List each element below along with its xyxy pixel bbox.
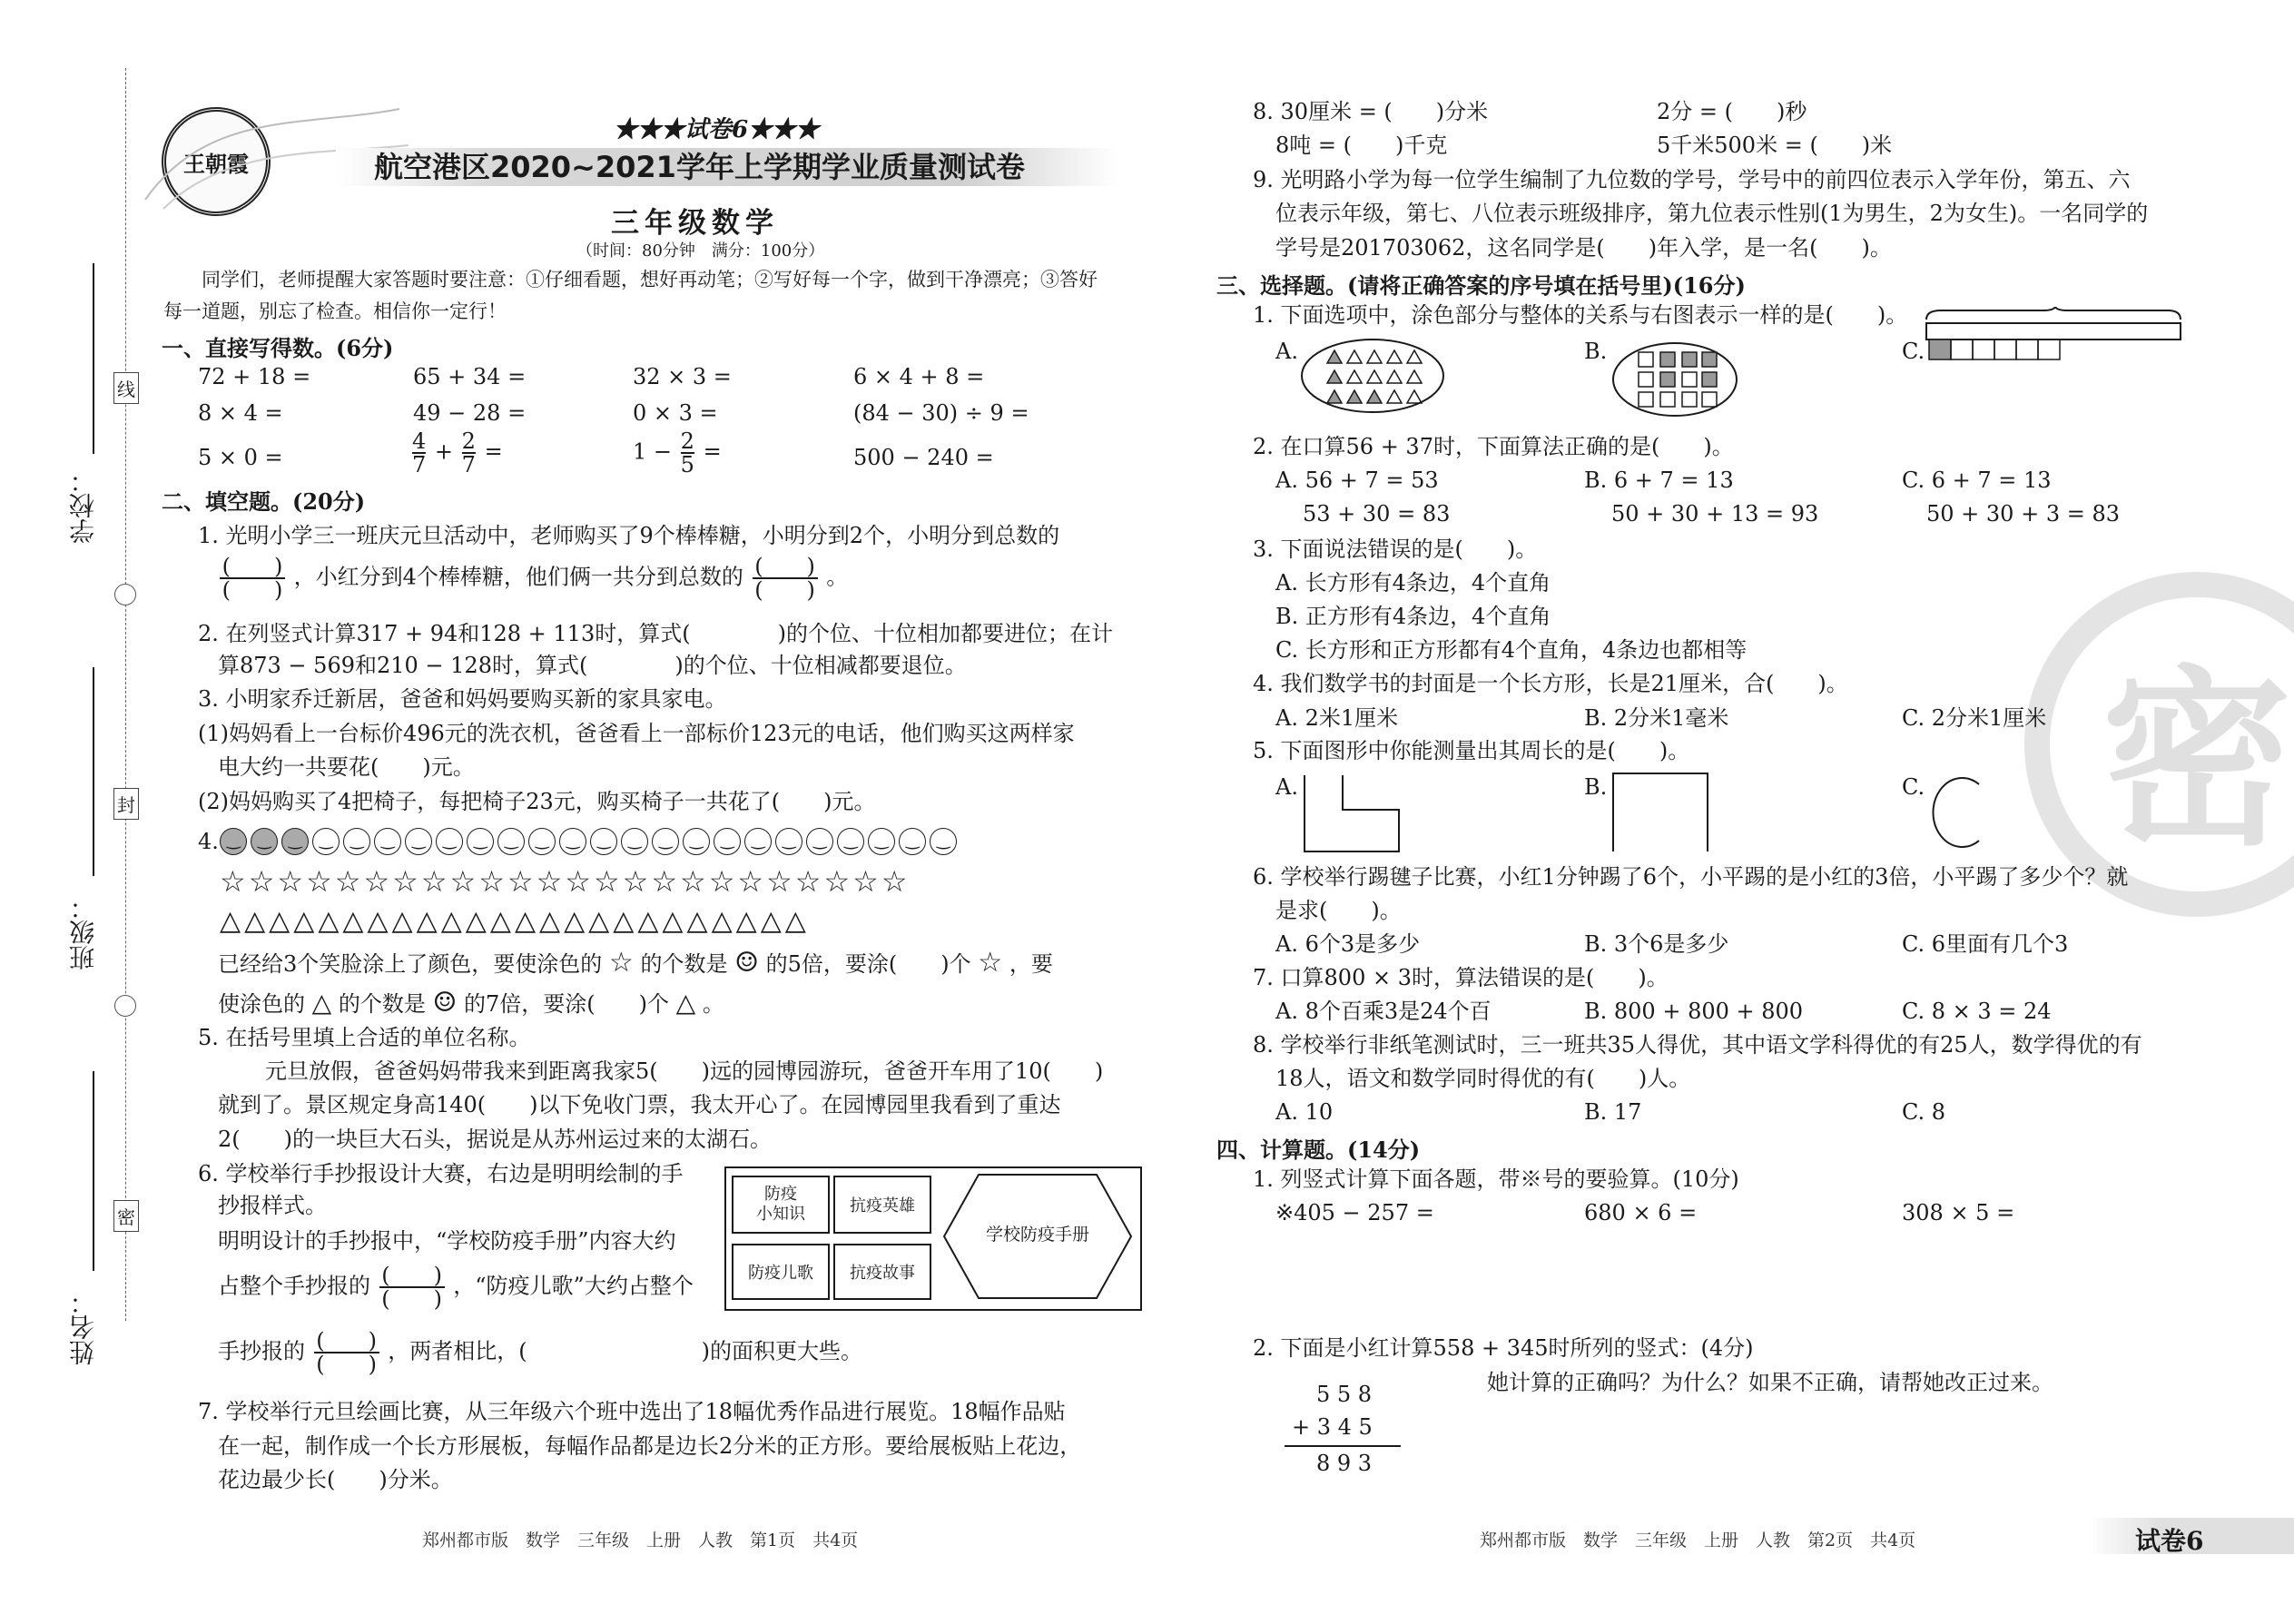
exam-title: 航空港区2020~2021学年上学期学业质量测试卷 — [374, 150, 1025, 184]
q4-text-b: 的个数是 — [640, 951, 728, 977]
c5-option-a-label: A. — [1275, 774, 1298, 800]
r-q9-a: 9. 光明路小学为每一位学生编制了九位数的学号，学号中的前四位表示入学年份，第五、六 — [1253, 167, 2131, 192]
triangle-icon: △ — [637, 905, 659, 937]
calc-r2c3: 0 × 3 = — [633, 400, 718, 426]
poster-hexagon-label: 学校防疫手册 — [985, 1225, 1089, 1245]
smiley-face: ‿ — [412, 831, 426, 850]
subject-title: 三年级数学 — [611, 207, 779, 240]
c3-line: 3. 下面说法错误的是( )。 — [1253, 536, 1538, 562]
triangle-icon: △ — [662, 905, 684, 937]
q6-frac-blank-2[interactable]: $\frac{( )}{( )}$ — [314, 1330, 379, 1375]
c2-line: 2. 在口算56 + 37时，下面算法正确的是( )。 — [1253, 434, 1734, 459]
vertical-row-1: 5 5 8 — [1316, 1382, 1373, 1407]
name-label: 姓名： — [68, 1289, 98, 1365]
c4-opt-a: A. 2米1厘米 — [1275, 705, 1399, 731]
smiley-face: ‿ — [258, 831, 271, 850]
smiley-icon — [559, 828, 586, 855]
triangle-icon: △ — [391, 905, 413, 937]
frac-b-num: 2 — [461, 428, 476, 454]
c6-opt-b: B. 3个6是多少 — [1584, 931, 1729, 957]
class-label: 班级： — [68, 894, 98, 970]
frac-b-den: 7 — [461, 452, 476, 477]
smiley-icon — [621, 828, 648, 855]
smiley-icon — [868, 828, 895, 855]
q7-line-c: 花边最少长( )分米。 — [218, 1467, 453, 1492]
star-icon: ☆ — [565, 864, 591, 899]
star-icon: ☆ — [248, 864, 275, 899]
q3-1-line-a: (1)妈妈看上一台标价496元的洗衣机，爸爸看上一部标价123元的电话，他们购买这两样家 — [198, 721, 1075, 746]
smiley-face: ‿ — [505, 831, 518, 850]
star-icon: ☆ — [881, 864, 908, 899]
c2-opt-c2: 50 + 30 + 3 = 83 — [1926, 501, 2120, 527]
smiley-icon: ☺ — [432, 987, 458, 1019]
triangle-icon: △ — [760, 905, 782, 937]
q5-text-b: 就到了。景区规定身高140( )以下免收门票，我太开心了。在园博园里我看到了重达 — [218, 1092, 1061, 1117]
frac2-den: 5 — [680, 452, 694, 477]
smiley-icon — [806, 828, 833, 855]
q5-line: 5. 在括号里填上合适的单位名称。 — [198, 1025, 531, 1050]
smiley-icon — [683, 828, 710, 855]
calc-r1c3: 32 × 3 = — [633, 364, 732, 389]
time-note: （时间：80分钟 满分：100分） — [576, 241, 825, 261]
c7-opt-c: C. 8 × 3 = 24 — [1902, 999, 2052, 1024]
triangle-icon: △ — [416, 905, 438, 937]
star-icon: ☆ — [392, 864, 418, 899]
poster-cell-stories — [833, 1244, 931, 1300]
star-icon: ☆ — [708, 864, 735, 899]
frac-a-den: 7 — [412, 452, 427, 477]
star-icon: ☆ — [852, 864, 879, 899]
q1-end: 。 — [826, 564, 849, 590]
side-label-line3: 密 — [113, 1200, 139, 1232]
star-icon: ☆ — [622, 864, 649, 899]
q7-line-b: 在一起，制作成一个长方形展板，每幅作品都是边长2分米的正方形。要给展板贴上花边， — [218, 1433, 1082, 1459]
intro-line-2: 每一道题，别忘了检查。相信你一定行！ — [163, 300, 507, 322]
s4-q1-c: 308 × 5 = — [1902, 1200, 2015, 1225]
side-label-line1: 线 — [113, 372, 139, 404]
q4-text-d: ，要 — [1009, 951, 1053, 977]
star-icon: ☆ — [794, 864, 822, 899]
calc-r1c2: 65 + 34 = — [413, 364, 527, 389]
c3-opt-b: B. 正方形有4条边，4个直角 — [1275, 604, 1551, 629]
smiley-icon — [930, 828, 957, 855]
q4-text-e: 使涂色的 — [218, 991, 305, 1017]
calc-r2c4: (84 − 30) ÷ 9 = — [853, 400, 1029, 426]
poster-cell-knowledge-b: 小知识 — [756, 1205, 805, 1224]
c5-option-c-figure — [1926, 772, 1990, 853]
poster-cell-knowledge-a: 防疫 — [764, 1185, 797, 1204]
calc-frac-sub — [633, 430, 722, 476]
binding-line — [125, 68, 126, 1321]
q6-line-b: 抄报样式。 — [218, 1193, 327, 1218]
poster-cell-songs-text: 防疫儿歌 — [748, 1264, 813, 1283]
star-icon: ☆ — [823, 864, 851, 899]
triangle-icon: △ — [686, 905, 708, 937]
section4-title: 四、计算题。(14分) — [1216, 1137, 1421, 1163]
class-field-line[interactable] — [93, 667, 94, 876]
calc-r2c2: 49 − 28 = — [413, 400, 527, 426]
smiley-face: ‿ — [536, 831, 549, 850]
triangle-icon: △ — [564, 905, 586, 937]
triangle-icon: △ — [489, 905, 511, 937]
smiley-icon — [436, 828, 463, 855]
smiley-icon-colored — [251, 828, 278, 855]
c5-line: 5. 下面图形中你能测量出其周长的是( )。 — [1253, 738, 1690, 763]
smiley-face: ‿ — [320, 831, 333, 850]
smiley-face: ‿ — [659, 831, 673, 850]
c1-line: 1. 下面选项中，涂色部分与整体的关系与右图表示一样的是( )。 — [1253, 302, 1908, 328]
q4-line-2 — [218, 989, 724, 1018]
c4-line: 4. 我们数学书的封面是一个长方形，长是21厘米，合( )。 — [1253, 671, 1848, 696]
c6-opt-c: C. 6里面有几个3 — [1902, 931, 2069, 957]
school-label: 学校： — [68, 468, 98, 544]
r-q8-b: 2分 = ( )秒 — [1657, 99, 1807, 124]
poster-cell-stories-text: 抗疫故事 — [850, 1264, 915, 1283]
footer-left: 郑州都市版 数学 三年级 上册 人教 第1页 共4页 — [422, 1530, 859, 1550]
smiley-face: ‿ — [844, 831, 858, 850]
star-icon: ☆ — [737, 864, 764, 899]
c6-line-a: 6. 学校举行踢毽子比赛，小红1分钟踢了6个，小平踢的是小红的3倍，小平踢了多少个？就 — [1253, 864, 2129, 890]
intro-line-1: 同学们，老师提醒大家答题时要注意：①仔细看题，想好再动笔；②写好每一个字，做到干净漂亮；③答好 — [202, 269, 1098, 290]
triangle-icon: △ — [675, 988, 696, 1018]
q1-frac-blank-2[interactable]: $\frac{( )}{( )}$ — [753, 556, 818, 601]
c7-line: 7. 口算800 × 3时，算法错误的是( )。 — [1253, 965, 1669, 990]
q6-text-g: ，两者相比，( )的面积更大些。 — [388, 1338, 863, 1364]
s4-q1-line: 1. 列竖式计算下面各题，带※号的要验算。(10分) — [1253, 1166, 1739, 1192]
q5-text-c: 2( )的一块巨大石头，据说是从苏州运过来的太湖石。 — [218, 1127, 772, 1152]
star-icon: ☆ — [334, 864, 361, 899]
triangle-icon: △ — [588, 905, 610, 937]
q6-text-e: ，“防疫儿歌”大约占整个 — [453, 1273, 694, 1299]
smiley-icon — [714, 828, 741, 855]
c1-option-b-label: B. — [1584, 339, 1608, 364]
q4-text-g: 的7倍，要涂( )个 — [464, 991, 670, 1017]
q6-line-f — [218, 1330, 862, 1375]
c1-option-a-label: A. — [1275, 339, 1298, 364]
triangle-icon: △ — [711, 905, 733, 937]
frac-op: + — [434, 438, 454, 465]
r-q8-d: 5千米500米 = ( )米 — [1657, 133, 1893, 158]
stars-badge: ★★★试卷6★★★ — [614, 116, 820, 143]
smiley-face: ‿ — [875, 831, 889, 850]
smiley-icon — [467, 828, 494, 855]
smiley-face: ‿ — [906, 831, 920, 850]
smiley-face: ‿ — [813, 831, 827, 850]
star-icon: ☆ — [608, 947, 634, 979]
c2-opt-b1: B. 6 + 7 = 13 — [1584, 468, 1734, 493]
calc-r1c4: 6 × 4 + 8 = — [853, 364, 985, 389]
r-q9-c: 学号是201703062，这名同学是( )年入学，是一名( )。 — [1275, 235, 1892, 261]
triangle-icon: △ — [244, 905, 266, 937]
star-icon: ☆ — [449, 864, 477, 899]
smiley-icon — [343, 828, 370, 855]
triangle-icon: △ — [311, 988, 332, 1018]
triangle-icon: △ — [293, 905, 315, 937]
c4-opt-c: C. 2分米1厘米 — [1902, 705, 2047, 731]
triangle-icon: △ — [735, 905, 757, 937]
page-tag: 试卷6 — [2135, 1526, 2204, 1556]
star-icon: ☆ — [536, 864, 563, 899]
c3-opt-c: C. 长方形和正方形都有4个直角，4条边也都相等 — [1275, 637, 1748, 663]
binding-circle-2 — [114, 995, 136, 1017]
q1-line-b — [218, 556, 848, 601]
c1-option-a-figure — [1300, 338, 1445, 414]
smiley-icon — [837, 828, 864, 855]
c1-option-c-figure — [1927, 338, 2063, 363]
star-icon: ☆ — [306, 864, 332, 899]
star-icon: ☆ — [651, 864, 677, 899]
smiley-face: ‿ — [783, 831, 796, 850]
smiley-face: ‿ — [289, 831, 302, 850]
star-icon: ☆ — [363, 864, 390, 899]
r-q8-c: 8吨 = ( )千克 — [1275, 133, 1448, 158]
poster-cell-heroes-text: 抗疫英雄 — [850, 1196, 915, 1216]
frac-eq: = — [484, 438, 503, 465]
smiley-icon — [775, 828, 802, 855]
smiley-icon — [652, 828, 679, 855]
smiley-icon — [405, 828, 432, 855]
c1-option-c-label: C. — [1902, 339, 1925, 364]
poster-cell-songs — [732, 1244, 830, 1300]
r-q9-b: 位表示年级，第七、八位表示班级排序，第九位表示性别(1为男生，2为女生)。一名同学的 — [1275, 201, 2149, 226]
star-icon: ☆ — [978, 947, 1003, 979]
q6-text-f: 手抄报的 — [218, 1338, 305, 1364]
smiley-row — [220, 828, 957, 855]
smiley-icon — [590, 828, 617, 855]
c7-opt-b: B. 800 + 800 + 800 — [1584, 999, 1804, 1024]
star-icon: ☆ — [507, 864, 534, 899]
q4-number: 4. — [198, 829, 219, 854]
c2-opt-a1: A. 56 + 7 = 53 — [1275, 468, 1439, 493]
c7-opt-a: A. 8个百乘3是24个百 — [1275, 999, 1492, 1024]
calc-r3c4: 500 − 240 = — [853, 445, 994, 470]
smiley-face: ‿ — [937, 831, 950, 850]
c8-opt-b: B. 17 — [1584, 1099, 1642, 1125]
s4-q1-a: ※405 − 257 = — [1275, 1200, 1434, 1225]
s4-q1-b: 680 × 6 = — [1584, 1200, 1698, 1225]
c5-option-b-label: B. — [1584, 774, 1608, 800]
footer-right: 郑州都市版 数学 三年级 上册 人教 第2页 共4页 — [1480, 1530, 1916, 1550]
smiley-face: ‿ — [474, 831, 487, 850]
section3-title: 三、选择题。(请将正确答案的序号填在括号里)(16分) — [1216, 272, 1746, 299]
frac-a-num: 4 — [412, 428, 427, 454]
q6-line-d — [218, 1265, 694, 1310]
triangle-icon: △ — [514, 905, 537, 937]
q4-text-h: 。 — [702, 991, 724, 1017]
triangle-icon: △ — [440, 905, 462, 937]
watermark-text: 密 — [2101, 647, 2292, 871]
poster-cell-knowledge — [732, 1176, 830, 1234]
star-icon: ☆ — [277, 864, 304, 899]
logo-text: 王朝霞 — [183, 150, 249, 177]
calc-r2c1: 8 × 4 = — [198, 400, 283, 426]
q6-frac-blank-1[interactable]: $\frac{( )}{( )}$ — [379, 1265, 445, 1310]
smiley-face: ‿ — [752, 831, 765, 850]
q2-line-a: 2. 在列竖式计算317 + 94和128 + 113时，算式( )的个位、十位相加都要进位；在计 — [198, 621, 1113, 646]
poster-cell-heroes — [833, 1176, 931, 1234]
q7-line-a: 7. 学校举行元旦绘画比赛，从三年级六个班中选出了18幅优秀作品进行展览。18幅作品贴 — [198, 1399, 1066, 1424]
c2-opt-a2: 53 + 30 = 83 — [1303, 501, 1451, 527]
q1-text-b: ，小红分到4个棒棒糖，他们俩一共分到总数的 — [293, 564, 743, 590]
s4-q2-question: 她计算的正确吗？为什么？如果不正确，请帮她改正过来。 — [1487, 1370, 2053, 1395]
triangle-icon: △ — [367, 905, 389, 937]
star-row — [220, 864, 908, 899]
triangle-icon: △ — [539, 905, 561, 937]
q4-line-1 — [218, 947, 1053, 979]
q2-line-b: 算873 − 569和210 − 128时，算式( )的个位、十位相减都要退位。 — [218, 653, 967, 678]
calc-r1c1: 72 + 18 = — [198, 364, 311, 389]
smiley-face: ‿ — [443, 831, 457, 850]
star-icon: ☆ — [220, 864, 246, 899]
star-icon: ☆ — [593, 864, 620, 899]
smiley-face: ‿ — [597, 831, 611, 850]
c2-opt-b2: 50 + 30 + 13 = 93 — [1611, 501, 1819, 527]
smiley-icon — [744, 828, 772, 855]
c4-opt-b: B. 2分米1毫米 — [1584, 705, 1729, 731]
section1-title: 一、直接写得数。(6分) — [162, 335, 394, 361]
c6-opt-a: A. 6个3是多少 — [1275, 931, 1421, 957]
vertical-rule — [1285, 1445, 1401, 1447]
smiley-icon — [497, 828, 525, 855]
star-icon: ☆ — [766, 864, 793, 899]
r-q8-a: 8. 30厘米 = ( )分米 — [1253, 99, 1489, 124]
c3-opt-a: A. 长方形有4条边，4个直角 — [1275, 570, 1551, 595]
frac2-num: 2 — [680, 428, 694, 454]
triangle-icon: △ — [465, 905, 487, 937]
section2-title: 二、填空题。(20分) — [162, 488, 366, 515]
frac2-eq: = — [703, 438, 722, 465]
triangle-icon: △ — [784, 905, 806, 937]
smiley-icon-colored — [220, 828, 247, 855]
school-field-line[interactable] — [93, 263, 94, 454]
q1-frac-blank-1[interactable]: $\frac{( )}{( )}$ — [220, 556, 285, 601]
vertical-row-2: + 3 4 5 — [1292, 1414, 1373, 1440]
c5-option-a-figure — [1303, 773, 1403, 853]
c2-opt-c1: C. 6 + 7 = 13 — [1902, 468, 2052, 493]
triangle-icon: △ — [342, 905, 364, 937]
vertical-row-3: 8 9 3 — [1316, 1451, 1373, 1476]
c8-line-a: 8. 学校举行非纸笔测试时，三一班共35人得优，其中语文学科得优的有25人，数学得优的有 — [1253, 1032, 2142, 1058]
smiley-icon: ☺ — [734, 947, 760, 979]
smiley-face: ‿ — [566, 831, 580, 850]
smiley-icon — [899, 828, 926, 855]
q1-line-a: 1. 光明小学三一班庆元旦活动中，老师购买了9个棒棒糖，小明分到2个，小明分到总数的 — [198, 523, 1060, 548]
calc-r3c1: 5 × 0 = — [198, 445, 283, 470]
q4-text-f: 的个数是 — [338, 991, 426, 1017]
smiley-face: ‿ — [381, 831, 395, 850]
c5-option-b-figure — [1611, 772, 1711, 853]
q3-line: 3. 小明家乔迁新居，爸爸和妈妈要购买新的家具家电。 — [198, 686, 727, 712]
s4-q2-line: 2. 下面是小红计算558 + 345时所列的竖式：(4分) — [1253, 1335, 1754, 1361]
binding-circle-1 — [114, 584, 136, 605]
smiley-face: ‿ — [350, 831, 364, 850]
triangle-icon: △ — [269, 905, 290, 937]
smiley-icon-colored — [281, 828, 309, 855]
star-icon: ☆ — [478, 864, 505, 899]
c8-opt-c: C. 8 — [1902, 1099, 1946, 1125]
smiley-face: ‿ — [227, 831, 241, 850]
q3-1-line-b: 电大约一共要花( )元。 — [218, 754, 475, 780]
smiley-icon — [374, 828, 401, 855]
calc-frac-add — [410, 430, 503, 476]
c8-line-b: 18人，语文和数学同时得优的有( )人。 — [1275, 1066, 1691, 1091]
star-icon: ☆ — [680, 864, 706, 899]
smiley-face: ‿ — [721, 831, 734, 850]
side-label-line2: 封 — [113, 788, 139, 820]
q4-text-c: 的5倍，要涂( )个 — [765, 951, 971, 977]
q6-text-d: 占整个手抄报的 — [218, 1273, 370, 1299]
c6-line-b: 是求( )。 — [1275, 898, 1402, 923]
triangle-row — [220, 905, 806, 937]
c8-opt-a: A. 10 — [1275, 1099, 1334, 1125]
star-icon: ☆ — [420, 864, 448, 899]
q5-text-a: 元旦放假，爸爸妈妈带我来到距离我家5( )远的园博园游玩，爸爸开车用了10( ) — [265, 1058, 1104, 1084]
q4-text-a: 已经给3个笑脸涂上了颜色，要使涂色的 — [218, 951, 603, 977]
q6-line-a: 6. 学校举行手抄报设计大赛，右边是明明绘制的手 — [198, 1161, 684, 1186]
smiley-face: ‿ — [690, 831, 704, 850]
name-field-line[interactable] — [93, 1071, 94, 1271]
c1-option-b-figure — [1611, 341, 1738, 418]
q6-line-c: 明明设计的手抄报中，“学校防疫手册”内容大约 — [218, 1228, 676, 1254]
smiley-icon — [528, 828, 556, 855]
c5-option-c-label: C. — [1902, 774, 1925, 800]
smiley-face: ‿ — [628, 831, 642, 850]
triangle-icon: △ — [220, 905, 241, 937]
smiley-icon — [312, 828, 340, 855]
q3-2-line: (2)妈妈购买了4把椅子，每把椅子23元，购买椅子一共花了( )元。 — [198, 789, 876, 814]
triangle-icon: △ — [613, 905, 635, 937]
frac2-pre: 1 − — [633, 438, 673, 465]
triangle-icon: △ — [318, 905, 340, 937]
